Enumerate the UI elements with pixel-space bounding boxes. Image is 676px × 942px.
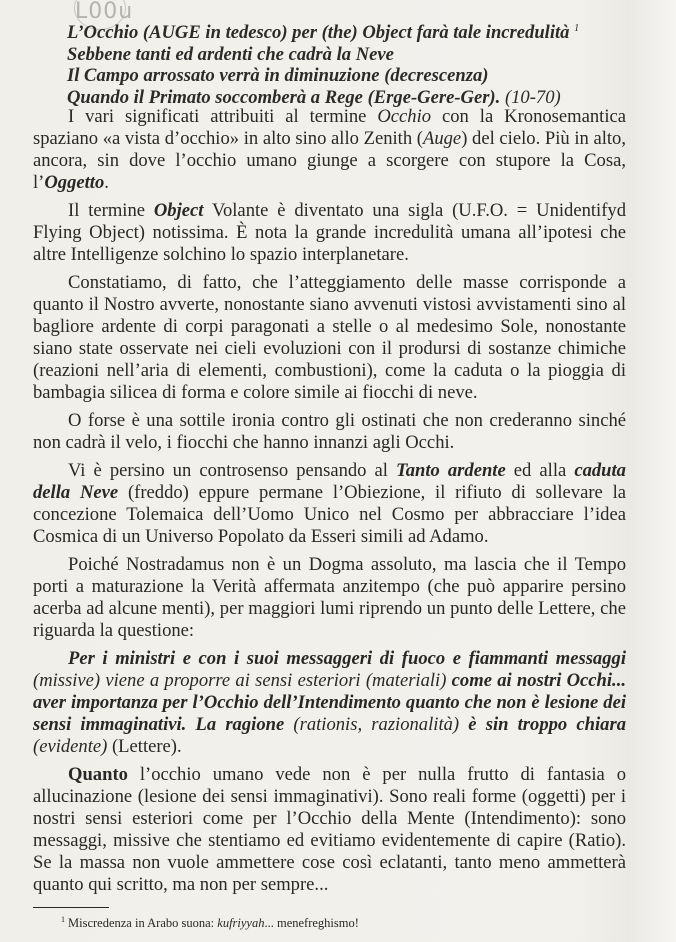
- footnote-divider: [33, 907, 109, 908]
- text: ed alla: [505, 460, 575, 481]
- text: I vari significati attribuiti al termine: [68, 106, 378, 127]
- text: Il termine: [68, 200, 154, 221]
- emphasis: (materiali): [365, 670, 447, 691]
- quatrain-line-3: Il Campo arrossato verrà in diminuzione (decrescenza): [67, 65, 489, 86]
- strong-emphasis: come ai nostri Occhi... aver importanza per l’Occhio dell’Intendimento quanto che non è lesione dei sensi immaginativi. La ragione: [33, 670, 626, 735]
- emphasis: Occhio: [377, 106, 432, 127]
- emphasis: (evidente): [33, 736, 108, 757]
- paragraph-1: [33, 106, 626, 194]
- paragraph-8: [33, 764, 626, 896]
- strong-emphasis: Tanto ardente: [396, 460, 506, 481]
- footnote-number: 1: [61, 915, 65, 924]
- strong-emphasis: caduta della Neve: [33, 460, 626, 503]
- strong-emphasis: è sin troppo chiara: [468, 714, 626, 735]
- paragraph-7-quotation: [33, 648, 626, 758]
- text: l’occhio umano vede non è per nulla frutto di fantasia o allucinazione (lesione dei sensi immaginativi). Sono reali forme (oggetti) per i nostri sensi esteriori come per l’Occhio della Mente (Intendimento): sono messaggi, missive che stentiamo ed evitiamo evidentemente di capire (Ratio). Se la massa non vuole ammettere cose così eclatanti, tanto meno ammetterà quanto qui scritto, ma non per sempre...: [33, 764, 626, 895]
- quatrain-line-4: [67, 87, 657, 109]
- paragraph-6: Poiché Nostradamus non è un Dogma assoluto, ma lascia che il Tempo porti a maturazione la Verità affermata anzitempo (che può apparire persino acerba ad alcune menti), per maggiori lumi riprendo un punto delle Lettere, che riguarda la questione:: [33, 554, 626, 641]
- text: con la Kronosemantica spaziano «a vista d’occhio» in alto sino allo Zenith (: [33, 106, 627, 149]
- paragraph-4: O forse è una sottile ironia contro gli ostinati che non crederanno sinché non cadrà il velo, i fiocchi che hanno innanzi agli Occhi.: [33, 410, 626, 453]
- text: ) del cielo. Più in alto, ancora, sin dove l’occhio umano giunge a scorgere con stupore la Cosa, l’: [33, 128, 626, 193]
- body-text: [33, 106, 626, 902]
- paragraph-2: [33, 200, 626, 266]
- emphasis: (rationis, razionalità): [284, 714, 469, 735]
- paragraph-5: [33, 460, 626, 548]
- handwritten-page-annotation: L00u: [74, 0, 126, 30]
- quatrain-block: [67, 18, 657, 108]
- text: (Lettere).: [107, 736, 182, 757]
- strong-emphasis: Per i ministri e con i suoi messaggeri di fuoco e fiammanti messaggi: [68, 648, 626, 669]
- strong-emphasis: Oggetto: [44, 172, 105, 193]
- quatrain-line-4-text: Quando il Primato soccomberà a Rege (Erge-Gere-Ger).: [67, 86, 501, 108]
- emphasis: Auge: [422, 128, 462, 149]
- quatrain-line-1: [67, 18, 657, 44]
- text: Volante è diventato una sigla (U.F.O. = Unidentifyd Flying Object) notissima. È nota la grande incredulità umana all’ipotesi che altre Intelligenze solchino lo spazio interplanetare.: [33, 200, 626, 265]
- text: ... menefreghismo!: [264, 916, 359, 930]
- text: Miscredenza in Arabo suona:: [68, 916, 218, 930]
- quatrain-line-2: Sebbene tanti ed ardenti che cadrà la Neve: [67, 43, 394, 65]
- footnote-reference[interactable]: 1: [574, 23, 580, 34]
- bold-lead-word: Quanto: [68, 764, 128, 785]
- emphasis: kufriyyah: [217, 916, 265, 930]
- quatrain-reference: (10-70): [504, 86, 561, 108]
- emphasis: (missive) viene a proporre ai sensi esteriori: [33, 670, 366, 691]
- text: (freddo) eppure permane l’Obiezione, il rifiuto di sollevare la concezione Tolemaica dell’Uomo Unico nel Cosmo per abbracciare l’idea Cosmica di un Universo Popolato da Esseri simili ad Adamo.: [33, 482, 626, 547]
- strong-emphasis: Object: [153, 200, 204, 221]
- text: .: [104, 172, 109, 193]
- footnote: [61, 915, 359, 931]
- quatrain-line-1-text: L’Occhio (AUGE in tedesco) per (the) Object farà tale incredulità: [67, 22, 570, 43]
- paragraph-3: Constatiamo, di fatto, che l’atteggiamento delle masse corrisponde a quanto il Nostro avverte, nonostante siano avvenuti vistosi avvistamenti sino al bagliore ardente di corpi paragonati a stelle o al medesimo Sole, nonostante siano state osservate nei cieli evoluzioni con il prodursi di sostanze chimiche (reazioni nell’aria di elementi, combustioni), come la caduta o la pioggia di bambagia silicea di forma e colore simile ai fiocchi di neve.: [33, 272, 626, 403]
- text: Vi è persino un controsenso pensando al: [68, 460, 397, 481]
